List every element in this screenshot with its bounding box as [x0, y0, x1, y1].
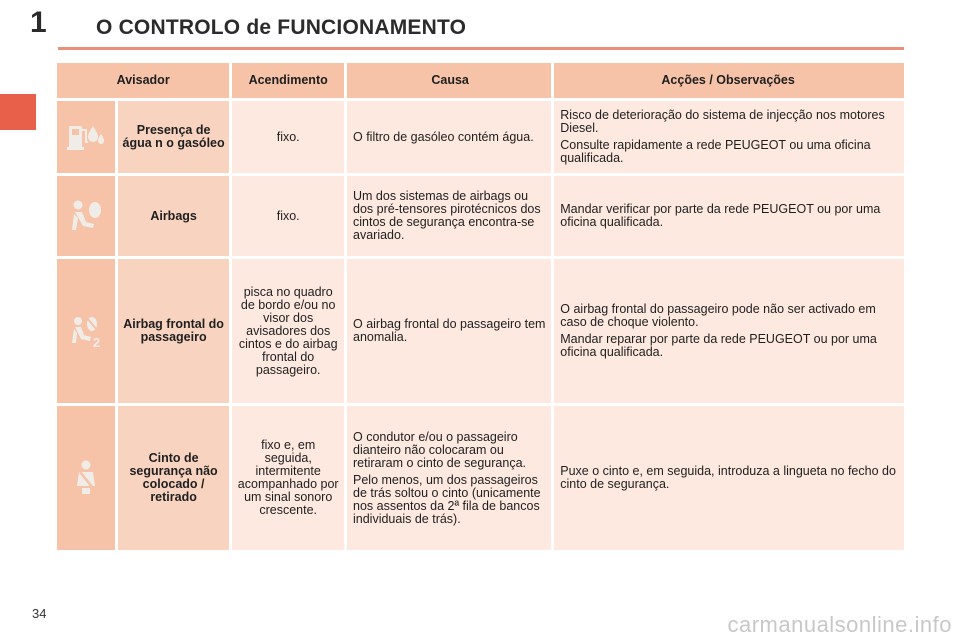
- action-paragraph: Consulte rapidamente a rede PEUGEOT ou uma oficina qualificada.: [560, 138, 871, 165]
- watermark: carmanualsonline.info: [727, 612, 952, 637]
- fuel-water-icon: [57, 101, 115, 173]
- table-row: [57, 176, 904, 256]
- lighting-state: fixo e, em seguida, intermitente acompanhado por um sinal sonoro crescente.: [232, 406, 344, 550]
- warning-name: Cinto de segurança não colocado / retirado: [118, 406, 230, 550]
- cause-paragraph: Pelo menos, um dos passageiros de trás soltou o cinto (unicamente nos assentos da 2ª fila de bancos individuais de trás).: [353, 472, 541, 526]
- passenger-airbag-off-icon: [57, 259, 115, 403]
- actions-text: [554, 406, 904, 550]
- table-row: [57, 101, 904, 173]
- column-header-accoes: Acções / Observações: [554, 63, 904, 98]
- table-row: [57, 406, 904, 550]
- page-number: 34: [32, 606, 47, 621]
- seatbelt-icon: [57, 406, 115, 550]
- cause-paragraph: O filtro de gasóleo contém água.: [353, 129, 534, 144]
- airbag-icon: [57, 176, 115, 256]
- action-paragraph: Mandar reparar por parte da rede PEUGEOT ou por uma oficina qualificada.: [560, 332, 877, 359]
- title-divider: [58, 47, 904, 50]
- column-header-avisador: Avisador: [57, 63, 229, 98]
- lighting-state: fixo.: [232, 101, 344, 173]
- action-paragraph: Puxe o cinto e, em seguida, introduza a lingueta no fecho do cinto de segurança.: [560, 464, 896, 491]
- cause-text: [347, 259, 551, 403]
- warning-lights-table: [57, 63, 904, 553]
- table-header-row: [57, 63, 904, 98]
- lighting-state: fixo.: [232, 176, 344, 256]
- cause-paragraph: Um dos sistemas de airbags ou dos pré-tensores pirotécnicos dos cintos de segurança encontra-se avariado.: [353, 189, 541, 242]
- lighting-state: pisca no quadro de bordo e/ou no visor dos avisadores dos cintos e do airbag frontal do passageiro.: [232, 259, 344, 403]
- table-row: [57, 259, 904, 403]
- action-paragraph: O airbag frontal do passageiro pode não ser activado em caso de choque violento.: [560, 302, 876, 329]
- warning-name: Presença de água n o gasóleo: [118, 101, 230, 173]
- cause-text: [347, 406, 551, 550]
- warning-name: Airbags: [118, 176, 230, 256]
- action-paragraph: Mandar verificar por parte da rede PEUGEOT ou por uma oficina qualificada.: [560, 202, 881, 229]
- column-header-causa: Causa: [347, 63, 551, 98]
- svg-text:2: 2: [92, 335, 101, 349]
- cause-paragraph: O condutor e/ou o passageiro dianteiro não colocaram ou retiraram o cinto de segurança.: [353, 429, 527, 470]
- cause-paragraph: O airbag frontal do passageiro tem anomalia.: [353, 317, 546, 344]
- page-title: O CONTROLO de FUNCIONAMENTO: [96, 16, 467, 39]
- actions-text: [554, 259, 904, 403]
- cause-text: [347, 101, 551, 173]
- cause-text: [347, 176, 551, 256]
- warning-name: Airbag frontal do passageiro: [118, 259, 230, 403]
- column-header-acendimento: Acendimento: [232, 63, 344, 98]
- chapter-number: 1: [30, 6, 47, 39]
- actions-text: [554, 101, 904, 173]
- chapter-tab-marker: [0, 94, 36, 130]
- actions-text: [554, 176, 904, 256]
- action-paragraph: Risco de deterioração do sistema de injecção nos motores Diesel.: [560, 108, 885, 135]
